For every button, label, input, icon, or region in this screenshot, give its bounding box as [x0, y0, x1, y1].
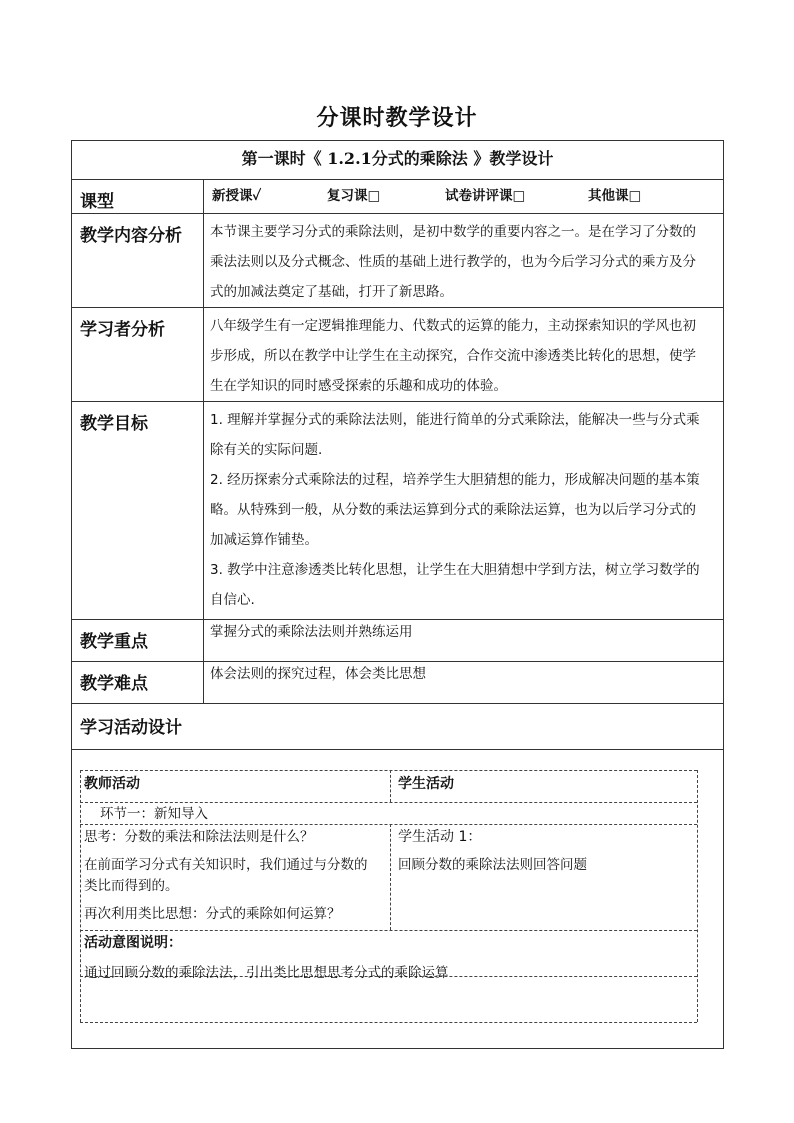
objective-line: 除有关的实际问题.	[210, 442, 323, 458]
content-analysis-line: 本节课主要学习分式的乘除法则，是初中数学的重要内容之一。是在学习了分数的	[210, 224, 696, 240]
key-points-text: 掌握分式的乘除法法则并熟练运用	[204, 620, 724, 662]
objective-line: 3. 教学中注意渗透类比转化思想，让学生在大胆猜想中学到方法，树立学习数学的	[210, 562, 700, 578]
type-option-other: 其他课□	[588, 188, 642, 204]
learner-analysis-label: 学习者分析	[72, 308, 204, 402]
teacher-activity-header: 教师活动	[84, 776, 140, 792]
intent-text: 通过回顾分数的乘除法法，引出类比思想思考分式的乘除运算	[84, 965, 449, 981]
lesson-title: 第一课时《 1.2.1分式的乘除法 》教学设计	[241, 149, 554, 168]
objective-line: 加减运算作铺垫。	[210, 532, 318, 548]
learner-analysis-row	[72, 308, 724, 402]
page-title: 分课时教学设计	[316, 105, 478, 131]
content-analysis-line: 式的加减法奠定了基础，打开了新思路。	[210, 284, 453, 300]
student-activity-text: 回顾分数的乘除法法则回答问题	[398, 857, 587, 873]
objectives-label: 教学目标	[72, 402, 204, 620]
content-analysis-label: 教学内容分析	[72, 214, 204, 308]
teacher-activity-line: 思考：分数的乘法和除法法则是什么？	[84, 829, 314, 845]
activity-table	[72, 750, 723, 1048]
activity-design-row	[72, 704, 724, 750]
objective-line: 自信心.	[210, 592, 255, 608]
student-activity-title: 学生活动 1：	[398, 829, 482, 845]
learner-analysis-line: 步形成，所以在教学中让学生在主动探究，合作交流中渗透类比转化的思想，使学	[210, 348, 696, 364]
type-option-review: 复习课□	[327, 188, 381, 204]
objectives-row	[72, 402, 724, 620]
objective-line: 1. 理解并掌握分式的乘除法法则，能进行简单的分式乘除法，能解决一些与分式乘	[210, 412, 700, 428]
objective-line: 略。从特殊到一般，从分数的乘法运算到分式的乘除法运算，也为以后学习分式的	[210, 502, 696, 518]
type-row	[72, 180, 724, 214]
lesson-design-table	[71, 140, 724, 1049]
content-analysis-line: 乘法法则以及分式概念、性质的基础上进行教学的，也为今后学习分式的乘方及分	[210, 254, 696, 270]
teacher-activity-line: 再次利用类比思想：分式的乘除如何运算？	[84, 906, 341, 922]
type-option-exam-review: 试卷讲评课□	[445, 188, 526, 204]
activity-design-label: 学习活动设计	[72, 704, 724, 750]
learner-analysis-line: 生在学知识的同时感受探索的乐趣和成功的体验。	[210, 378, 507, 394]
lesson-title-row	[72, 141, 724, 180]
student-activity-header: 学生活动	[398, 776, 454, 792]
difficulties-row	[72, 662, 724, 704]
objective-line: 2. 经历探索分式乘除法的过程，培养学生大胆猜想的能力，形成解决问题的基本策	[210, 472, 700, 488]
link-one-label: 环节一：新知导入	[100, 806, 208, 822]
intent-title: 活动意图说明：	[84, 935, 182, 951]
key-points-row	[72, 620, 724, 662]
difficulties-text: 体会法则的探究过程，体会类比思想	[204, 662, 724, 704]
learner-analysis-line: 八年级学生有一定逻辑推理能力、代数式的运算的能力，主动探索知识的学风也初	[210, 318, 696, 334]
content-analysis-row	[72, 214, 724, 308]
activity-row	[72, 750, 724, 1049]
type-option-new: 新授课✓	[212, 188, 262, 204]
type-options	[210, 181, 717, 211]
teacher-activity-line: 在前面学习分式有关知识时，我们通过与分数的	[84, 857, 368, 873]
teacher-activity-line: 类比而得到的。	[84, 878, 179, 894]
key-points-label: 教学重点	[72, 620, 204, 662]
difficulties-label: 教学难点	[72, 662, 204, 704]
type-label: 课型	[72, 180, 204, 214]
